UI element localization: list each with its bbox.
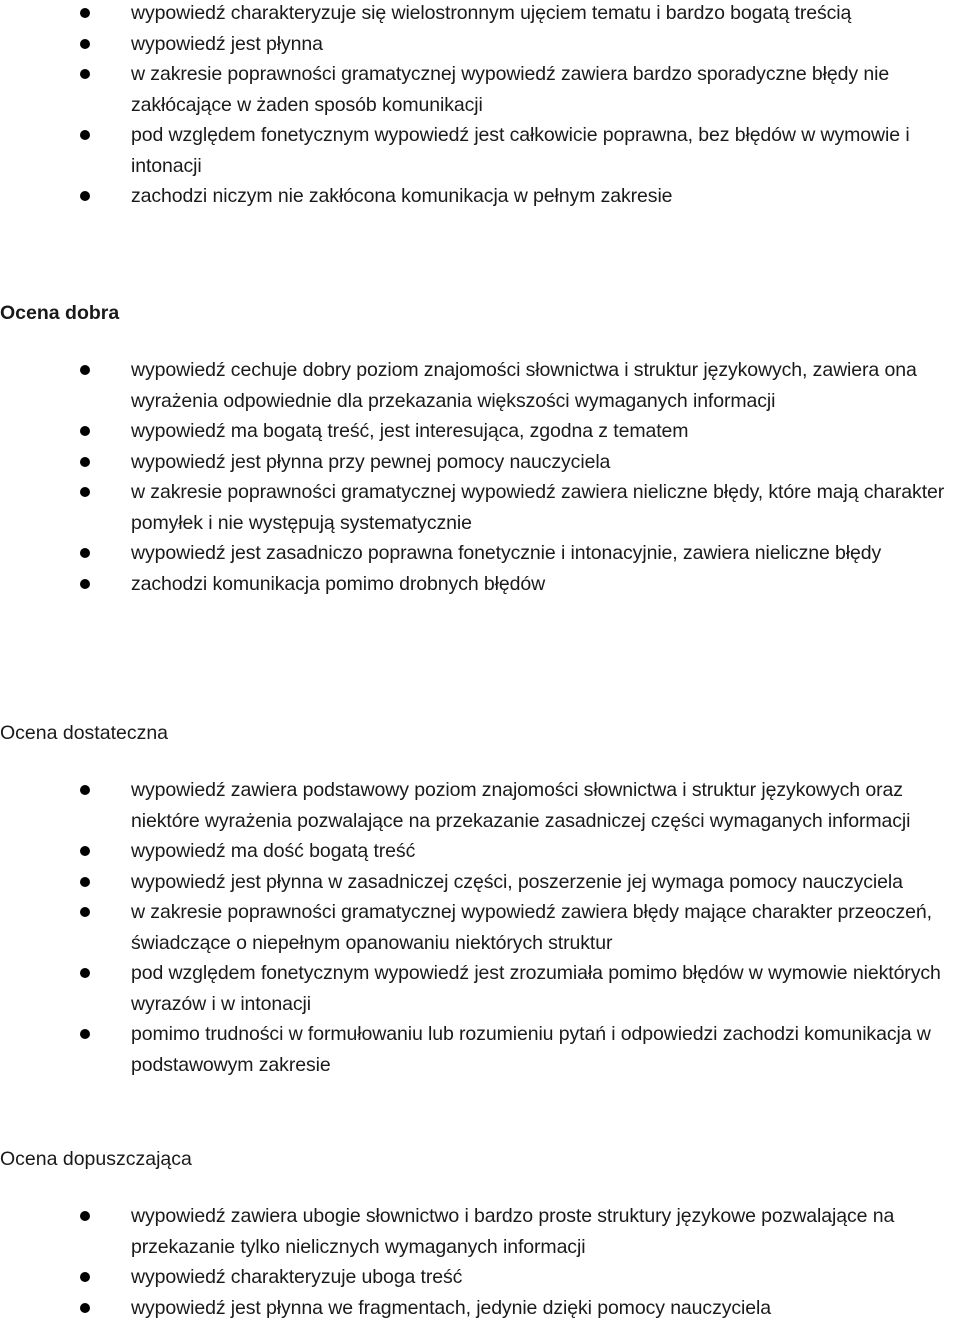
bullet-icon [80, 1303, 90, 1313]
list-item-text: pomimo trudności w formułowaniu lub rozumieniu pytań i odpowiedzi zachodzi komunikacja w podstawowym zakresie [131, 1023, 931, 1076]
bullet-icon [80, 130, 90, 140]
list-item-text: wypowiedź jest zasadniczo poprawna fonetycznie i intonacyjnie, zawiera nieliczne błędy [131, 542, 882, 564]
bullet-icon [80, 785, 90, 795]
bullet-icon [80, 1272, 90, 1282]
list-item [0, 538, 960, 569]
list-item [0, 29, 960, 60]
bullet-icon [80, 579, 90, 589]
list-item [0, 355, 960, 416]
bullet-icon [80, 548, 90, 558]
list-item-text: zachodzi niczym nie zakłócona komunikacja w pełnym zakresie [131, 185, 673, 207]
list-item [0, 867, 960, 898]
bullet-icon [80, 877, 90, 887]
list-item [0, 569, 960, 600]
bullet-icon [80, 968, 90, 978]
list-item-text: wypowiedź charakteryzuje uboga treść [131, 1266, 463, 1288]
list-item [0, 775, 960, 836]
list-item-text: pod względem fonetycznym wypowiedź jest całkowicie poprawna, bez błędów w wymowie i intonacji [131, 124, 910, 177]
bullet-icon [80, 487, 90, 497]
list-item-text: wypowiedź ma bogatą treść, jest interesująca, zgodna z tematem [131, 420, 689, 442]
list-item-text: wypowiedź charakteryzuje się wielostronnym ujęciem tematu i bardzo bogatą treścią [131, 2, 852, 24]
list-item [0, 1262, 960, 1293]
bullet-icon [80, 39, 90, 49]
bullet-icon [80, 69, 90, 79]
bullet-icon [80, 426, 90, 436]
list-item-text: wypowiedź jest płynna przy pewnej pomocy nauczyciela [131, 450, 611, 473]
section-heading-ocena-dostateczna: Ocena dostateczna [0, 722, 169, 744]
bullet-icon [80, 846, 90, 856]
list-item-text: wypowiedź jest płynna [131, 32, 323, 55]
ocena-dostateczna-criteria-list [0, 775, 960, 1080]
intro-criteria-list [0, 0, 960, 212]
bullet-icon [80, 1029, 90, 1039]
list-item [0, 1019, 960, 1080]
list-item-text: zachodzi komunikacja pomimo drobnych błędów [131, 572, 546, 595]
list-item-text: w zakresie poprawności gramatycznej wypowiedź zawiera bardzo sporadyczne błędy nie zakłócające w żaden sposób komunikacji [131, 63, 890, 116]
list-item-text: wypowiedź jest płynna w zasadniczej części, poszerzenie jej wymaga pomocy nauczyciela [131, 870, 903, 893]
list-item-text: wypowiedź ma dość bogatą treść [131, 840, 416, 862]
bullet-icon [80, 457, 90, 467]
bullet-icon [80, 907, 90, 917]
list-item [0, 1201, 960, 1262]
bullet-icon [80, 1211, 90, 1221]
list-item-text: wypowiedź zawiera podstawowy poziom znajomości słownictwa i struktur językowych oraz niektóre wyrażenia pozwalające na przekazanie zasadniczej części wymaganych informacji [131, 779, 911, 832]
list-item [0, 1293, 960, 1323]
list-item-text: wypowiedź zawiera ubogie słownictwo i bardzo proste struktury językowe pozwalające na przekazanie tylko nielicznych wymaganych informacji [131, 1205, 895, 1258]
list-item [0, 120, 960, 181]
list-item [0, 447, 960, 478]
section-heading-ocena-dobra: Ocena dobra [0, 302, 120, 324]
list-item [0, 897, 960, 958]
list-item-text: w zakresie poprawności gramatycznej wypowiedź zawiera nieliczne błędy, które mają charakter pomyłek i nie występują systematycznie [131, 481, 945, 534]
list-item [0, 836, 960, 867]
list-item [0, 416, 960, 447]
list-item-text: wypowiedź jest płynna we fragmentach, jedynie dzięki pomocy nauczyciela [131, 1296, 771, 1319]
list-item-text: pod względem fonetycznym wypowiedź jest zrozumiała pomimo błędów w wymowie niektórych wyrazów i w intonacji [131, 962, 941, 1015]
bullet-icon [80, 365, 90, 375]
list-item [0, 477, 960, 538]
list-item [0, 59, 960, 120]
list-item-text: w zakresie poprawności gramatycznej wypowiedź zawiera błędy mające charakter przeoczeń, świadczące o niepełnym opanowaniu niektórych struktur [131, 901, 932, 954]
bullet-icon [80, 191, 90, 201]
bullet-icon [80, 8, 90, 18]
list-item [0, 0, 960, 29]
section-heading-ocena-dopuszczajaca: Ocena dopuszczająca [0, 1148, 192, 1170]
list-item [0, 181, 960, 212]
ocena-dobra-criteria-list [0, 355, 960, 599]
list-item [0, 958, 960, 1019]
ocena-dopuszczajaca-criteria-list [0, 1201, 960, 1323]
list-item-text: wypowiedź cechuje dobry poziom znajomości słownictwa i struktur językowych, zawiera ona wyrażenia odpowiednie dla przekazania większości wymaganych informacji [131, 359, 917, 412]
